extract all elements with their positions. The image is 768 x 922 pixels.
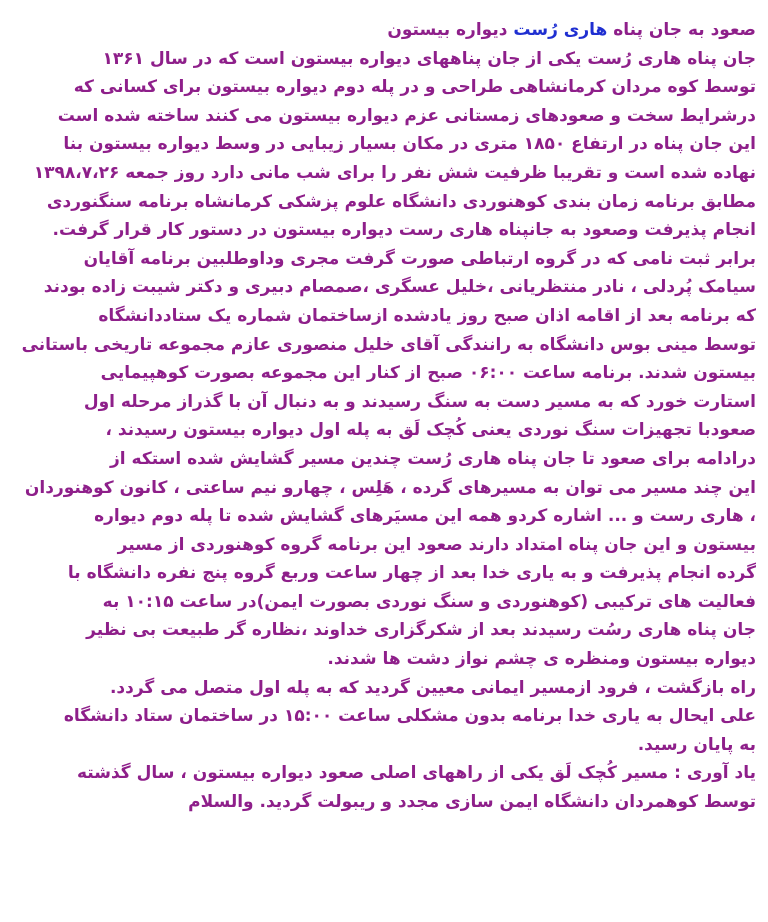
text-line: این جان پناه در ارتفاع ۱۸۵۰ متری در مکان بسیار زیبایی در وسط دیواره بیستون بنا [63,134,756,155]
text-line: درشرایط سخت و صعودهای زمستانی عزم دیواره بیستون می کنند ساخته شده است [57,105,756,126]
title-highlight: هاری رُست [513,20,608,40]
text-line: انجام پذیرفت وصعود به جانپناه هاری رست دیواره بیستون در دستور کار قرار گرفت. [52,220,756,241]
text-line: جان پناه هاری رُست یکی از جان پناههای دیواره بیستون است که در سال ۱۳۶۱ [102,48,756,69]
text-line: به پایان رسید. [637,734,756,755]
text-line: سیامک پُردلی ، نادر منتظریانی ،خلیل عسگری ،صمصام دبیری و دکتر شیبت زاده بودند [43,277,756,298]
text-line: توسط مینی بوس دانشگاه به رانندگی آقای خلیل منصوری عازم مجموعه تاریخی باستانی [21,334,756,355]
article-title [14,16,756,45]
article [14,16,756,817]
text-line: دیواره بیستون ومنظره ی چشم نواز دشت ها شدند. [327,649,756,670]
text-line: توسط کوهمردان دانشگاه ایمن سازی مجدد و ریبولت گردید. والسلام [188,792,756,813]
text-line: صعودبا تجهیزات سنگ نوردی یعنی کُچک لَق به پله اول دیواره بیستون رسیدند ، [105,420,756,441]
text-line: جان پناه هاری رسُت رسیدند بعد از شکرگزاری خداوند ،نظاره گر طبیعت بی نظیر [86,620,756,641]
text-line: راه بازگشت ، فرود ازمسیر ایمانی معیین گردید که به پله اول متصل می گردد. [109,677,756,698]
text-line: علی ایحال به یاری خدا برنامه بدون مشکلی ساعت ۱۵:۰۰ در ساختمان ستاد دانشگاه [63,706,756,727]
text-line: بیستون و این جان پناه امتداد دارند صعود این برنامه گروه کوهنوردی از مسیر [117,534,756,555]
text-line: گرده انجام پذیرفت و به یاری خدا بعد از چهار ساعت وربع گروه پنج نفره دانشگاه با [67,563,756,584]
text-line: که برنامه بعد از اقامه اذان صبح روز یادشده ازساختمان شماره یک ستاددانشگاه [98,305,756,326]
text-line: درادامه برای صعود تا جان پناه هاری رُست چندین مسیر گشایش شده استکه از [109,448,756,469]
text-line: استارت خورد که به مسیر دست به سنگ رسیدند و به دنبال آن با گذراز مرحله اول [83,391,756,412]
text-line: نهاده شده است و تقریبا ظرفیت شش نفر را برای شب مانی دارد روز جمعه ۱۳۹۸،۷،۲۶ [33,162,756,183]
text-line: فعالیت های ترکیبی (کوهنوردی و سنگ نوردی بصورت ایمن)در ساعت ۱۰:۱۵ به [102,591,756,612]
text-line: بیستون شدند. برنامه ساعت ۰۶:۰۰ صبح از کنار این مجموعه بصورت کوهپیمایی [100,363,756,384]
text-line: یاد آوری : مسیر کُچک لَق یکی از راههای اصلی صعود دیواره بیستون ، سال گذشته [76,763,756,784]
text-line: مطابق برنامه زمان بندی کوهنوردی دانشگاه علوم پزشکی کرمانشاه برنامه سنگنوردی [46,191,756,212]
text-line: این چند مسیر می توان به مسیرهای گرده ، هَلِس ، چهارو نیم ساعتی ، کانون کوهنوردان [24,477,756,498]
title-part-1: صعود به جان پناه [607,20,756,40]
text-line: توسط کوه مردان کرمانشاهی طراحی و در پله دوم دیواره بیستون برای کسانی که [73,77,756,98]
text-line: برابر ثبت نامی که در گروه ارتباطی صورت گرفت مجری وداوطلبین برنامه آقایان [83,248,756,269]
title-part-3: دیواره بیستون [387,20,514,40]
text-line: ، هاری رست و ... اشاره کردو همه این مسیَرهای گشایش شده تا پله دوم دیواره [94,506,756,527]
